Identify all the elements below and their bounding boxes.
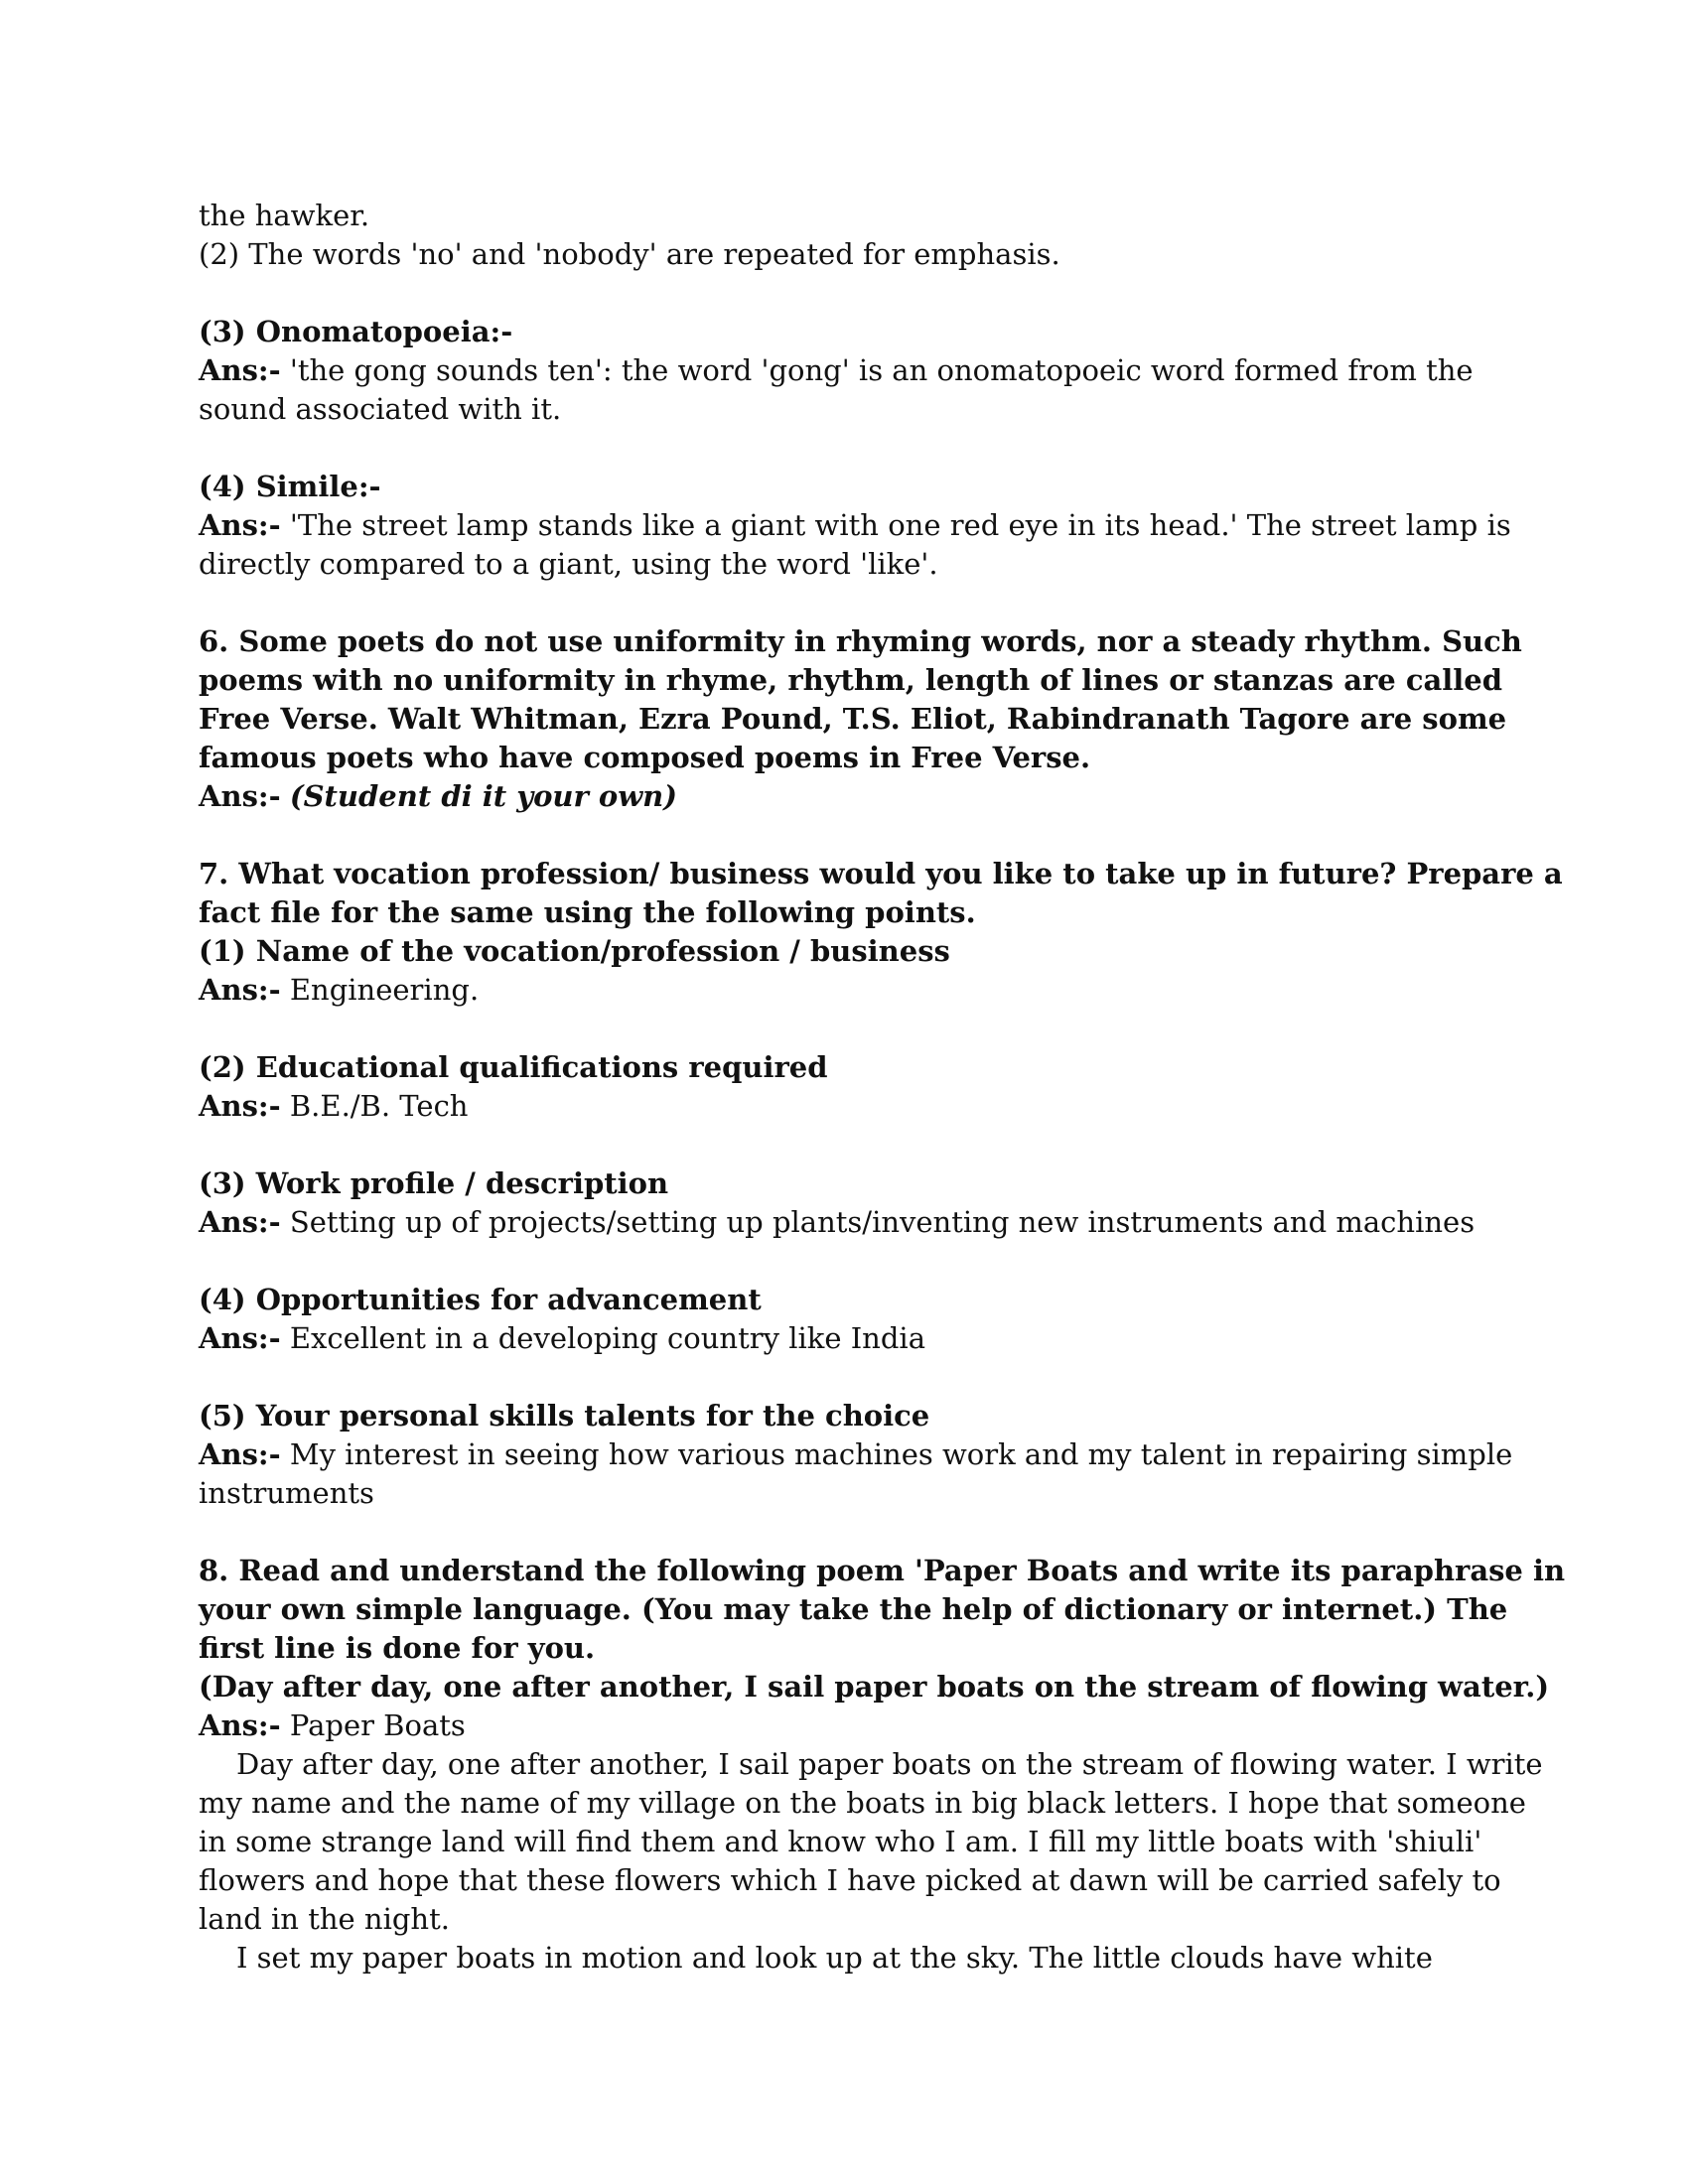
answer-line <box>199 1706 1509 1745</box>
answer-line: instruments <box>199 1476 374 1510</box>
continuation-line: the hawker. <box>199 199 370 232</box>
item-heading: (4) Opportunities for advancement <box>199 1283 762 1316</box>
paragraph-line: flowers and hope that these flowers which I have picked at dawn will be carried safely to <box>199 1863 1501 1897</box>
answer-line: Ans:- My interest in seeing how various machines work and my talent in repairing simple <box>199 1437 1513 1471</box>
question-line: first line is done for you. <box>199 1631 596 1665</box>
section-heading: (3) Onomatopoeia:- <box>199 315 513 348</box>
ans-label: Ans:- <box>199 1205 281 1239</box>
answer-line: Ans:- 'the gong sounds ten': the word 'gong' is an onomatopoeic word formed from the <box>199 353 1474 387</box>
answer-line: directly compared to a giant, using the word 'like'. <box>199 547 938 581</box>
ans-label: Ans:- <box>199 1321 281 1355</box>
continuation-line: (2) The words 'no' and 'nobody' are repeated for emphasis. <box>199 237 1060 271</box>
paragraph-line: in some strange land will find them and know who I am. I fill my little boats with 'shiuli' <box>199 1825 1482 1858</box>
question-line: 7. What vocation profession/ business would you like to take up in future? Prepare a <box>199 857 1563 890</box>
paragraph-line: land in the night. <box>199 1902 450 1936</box>
question-line: 6. Some poets do not use uniformity in rhyming words, nor a steady rhythm. Such <box>199 624 1522 658</box>
ans-label: Ans:- <box>199 1089 281 1123</box>
answer-line: Ans:- Engineering. <box>199 973 480 1007</box>
ans-label: Ans:- <box>199 353 281 387</box>
answer-line: Ans:- B.E./B. Tech <box>199 1089 469 1123</box>
paragraph-line: my name and the name of my village on the boats in big black letters. I hope that someone <box>199 1786 1526 1820</box>
ans-label: Ans:- <box>199 508 281 542</box>
section-heading: (4) Simile:- <box>199 470 381 503</box>
answer-title: Paper Boats <box>280 1708 466 1742</box>
paragraph-line: Day after day, one after another, I sail paper boats on the stream of flowing water. I write <box>236 1747 1543 1781</box>
ans-label: Ans:- <box>199 973 281 1007</box>
answer-line: sound associated with it. <box>199 392 562 426</box>
answer-line: Ans:- Excellent in a developing country like India <box>199 1321 925 1355</box>
question-line: famous poets who have composed poems in Free Verse. <box>199 741 1091 774</box>
question-line: (Day after day, one after another, I sail paper boats on the stream of flowing water.) <box>199 1670 1550 1704</box>
item-heading: (3) Work profile / description <box>199 1166 669 1200</box>
item-heading: (5) Your personal skills talents for the choice <box>199 1399 930 1433</box>
paragraph-line: I set my paper boats in motion and look up at the sky. The little clouds have white <box>236 1941 1433 1975</box>
answer-line <box>199 777 1509 816</box>
answer-line: Ans:- Setting up of projects/setting up plants/inventing new instruments and machines <box>199 1205 1476 1239</box>
item-heading: (2) Educational qualifications required <box>199 1050 828 1084</box>
question-line: poems with no uniformity in rhyme, rhythm, length of lines or stanzas are called <box>199 663 1503 697</box>
question-line: fact file for the same using the following points. <box>199 895 976 929</box>
answer-text: (Student di it your own) <box>289 779 677 813</box>
ans-label: Ans:- <box>199 1708 281 1742</box>
item-heading: (1) Name of the vocation/profession / business <box>199 934 950 968</box>
answer-line: Ans:- 'The street lamp stands like a giant with one red eye in its head.' The street lamp is <box>199 508 1511 542</box>
question-line: Free Verse. Walt Whitman, Ezra Pound, T.S. Eliot, Rabindranath Tagore are some <box>199 702 1507 736</box>
ans-label: Ans:- <box>199 779 281 813</box>
question-line: 8. Read and understand the following poem 'Paper Boats and write its paraphrase in <box>199 1554 1566 1587</box>
question-line: your own simple language. (You may take the help of dictionary or internet.) The <box>199 1592 1508 1626</box>
ans-label: Ans:- <box>199 1437 281 1471</box>
